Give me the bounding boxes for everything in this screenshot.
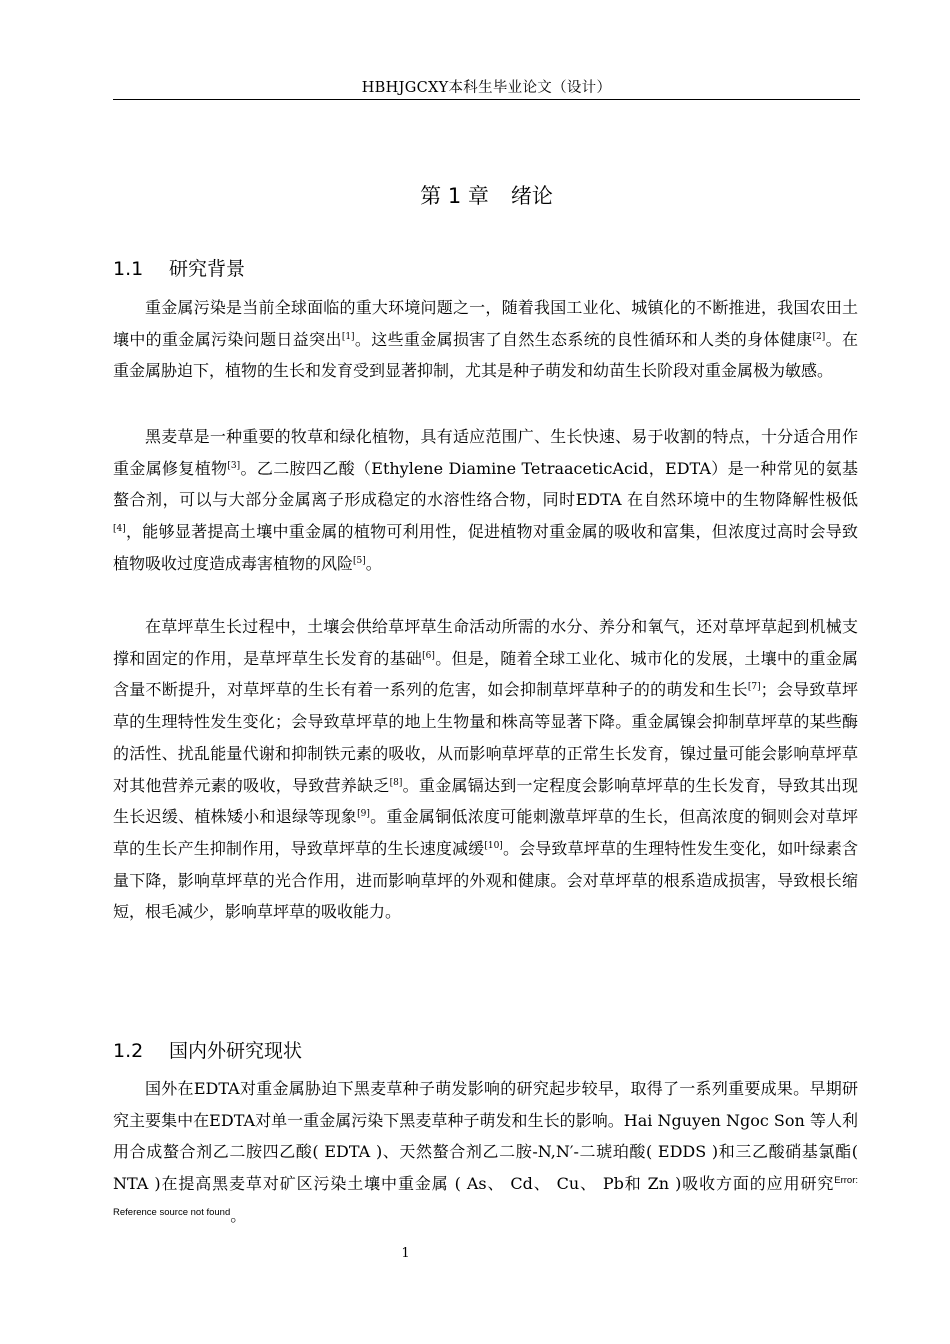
paragraph-4 — [113, 1073, 858, 1232]
chapter-heading — [113, 180, 860, 210]
text-run: 重金属污染是当前全球面临的重大环境问题之一，随着我国工业化、城镇化的不断推进，我国农田土壤中的重金属污染问题日益突出 — [113, 298, 858, 349]
text-run: 国外在EDTA对重金属胁迫下黑麦草种子萌发影响的研究起步较早，取得了一系列重要成果。早期研究主要集中在EDTA对单一重金属污染下黑麦草种子萌发和生长的影响。Hai Nguyen Ngoc Son 等人利用合成螯合剂乙二胺四乙酸( EDTA )、天然螯合剂乙二胺-N,N′-二琥珀酸( EDDS )和三乙酸硝基氯酯( NTA )在提高黑麦草对矿区污染土壤中重金属 ( As、 Cd、 Cu、 Pb和 Zn )吸收方面的应用研究 — [113, 1079, 858, 1194]
paragraph-3 — [113, 611, 858, 928]
citation: [9] — [357, 809, 370, 820]
text-run: 。乙二胺四乙酸（Ethylene Diamine TetraaceticAcid，EDTA）是一种常见的氨基螯合剂，可以与大部分金属离子形成稳定的水溶性络合物，同时EDTA 在自然环境中的生物降解性极低 — [113, 458, 858, 510]
citation: [6] — [422, 650, 435, 661]
text-run: 。 — [365, 553, 382, 573]
citation: [1] — [341, 331, 355, 342]
text-run: 黑麦草是一种重要的牧草和绿化植物，具有适应范围广、生长快速、易于收割的特点，十分适合用作重金属修复植物 — [113, 427, 858, 478]
text-run: 在草坪草生长过程中，土壤会供给草坪草生命活动所需的水分、养分和氧气，还对草坪草起到机械支撑和固定的作用，是草坪草生长发育的基础 — [113, 617, 858, 668]
text-run: 。会导致草坪草的生理特性发生变化，如叶绿素含量下降，影响草坪草的光合作用，进而影响草坪的外观和健康。会对草坪草的根系造成损害，导致根长缩短，根毛减少，影响草坪草的吸收能力。 — [113, 838, 858, 922]
text-run: 。重金属铜低浓度可能刺激草坪草的生长，但高浓度的铜则会对草坪草的生长产生抑制作用，导致草坪草的生长速度减缓 — [113, 807, 858, 858]
text-run: 。这些重金属损害了自然生态系统的良性循环和人类的身体健康 — [354, 329, 813, 349]
reference-error: Error: Reference source not found — [113, 1175, 858, 1218]
page-header: HBHJGCXY本科生毕业论文（设计） — [361, 80, 612, 96]
chapter-number: 第 1 章 — [420, 184, 489, 208]
section-number: 1.1 — [113, 258, 144, 280]
citation: [8] — [389, 777, 403, 788]
header-rule — [113, 99, 860, 100]
section-title: 国内外研究现状 — [169, 1040, 303, 1062]
citation: [3] — [227, 460, 241, 471]
text-run: 。在重金属胁迫下，植物的生长和发育受到显著抑制，尤其是种子萌发和幼苗生长阶段对重金属极为敏感。 — [113, 329, 858, 381]
section-number: 1.2 — [113, 1040, 144, 1062]
text-run: ，能够显著提高土壤中重金属的植物可利用性，促进植物对重金属的吸收和富集，但浓度过高时会导致植物吸收过度造成毒害植物的风险 — [113, 522, 858, 573]
text-run: 。但是，随着全球工业化、城市化的发展，土壤中的重金属含量不断提升，对草坪草的生长有着一系列的危害，如会抑制草坪草种子的的萌发和生长 — [113, 648, 858, 700]
section-title: 研究背景 — [169, 258, 246, 280]
text-run: 。 — [230, 1205, 247, 1225]
citation: [4] — [113, 524, 126, 535]
citation: [10] — [484, 840, 503, 851]
paragraph-1 — [113, 292, 858, 387]
text-run: 。重金属镉达到一定程度会影响草坪草的生长发育，导致其出现生长迟缓、植株矮小和退绿等现象 — [113, 775, 858, 827]
citation: [2] — [812, 331, 826, 342]
paragraph-2 — [113, 421, 858, 580]
page-number: 1 — [401, 1246, 410, 1261]
chapter-title: 绪论 — [510, 184, 553, 208]
section-heading-1 — [113, 254, 245, 281]
text-run: ；会导致草坪草的生理特性发生变化；会导致草坪草的地上生物量和株高等显著下降。重金属镍会抑制草坪草的某些酶的活性、扰乱能量代谢和抑制铁元素的吸收，从而影响草坪草的正常生长发育，镍过量可能会影响草坪草对其他营养元素的吸收，导致营养缺乏 — [113, 680, 858, 795]
citation: [7] — [747, 682, 761, 693]
citation: [5] — [353, 555, 366, 566]
section-heading-2 — [113, 1036, 302, 1063]
